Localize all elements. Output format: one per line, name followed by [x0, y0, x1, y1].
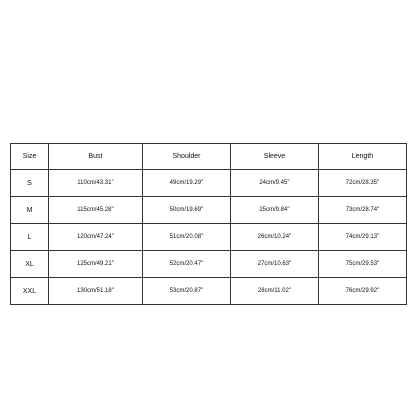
shoulder-cell: 50cm/19.69'' — [143, 197, 231, 224]
size-cell: XXL — [11, 278, 49, 305]
table-row — [11, 197, 407, 224]
header-bust: Bust — [49, 144, 143, 170]
size-cell: M — [11, 197, 49, 224]
sleeve-cell: 24cm/9.45'' — [231, 170, 319, 197]
length-cell: 76cm/29.92'' — [319, 278, 407, 305]
length-cell: 72cm/28.35'' — [319, 170, 407, 197]
bust-cell: 125cm/49.21'' — [49, 251, 143, 278]
length-cell: 75cm/29.53'' — [319, 251, 407, 278]
bust-cell: 120cm/47.24'' — [49, 224, 143, 251]
size-chart-body — [11, 170, 407, 305]
shoulder-cell: 52cm/20.47'' — [143, 251, 231, 278]
size-cell: L — [11, 224, 49, 251]
shoulder-cell: 53cm/20.87'' — [143, 278, 231, 305]
size-cell: XL — [11, 251, 49, 278]
header-shoulder: Shoulder — [143, 144, 231, 170]
bust-cell: 115cm/45.28'' — [49, 197, 143, 224]
table-row — [11, 224, 407, 251]
table-row — [11, 170, 407, 197]
bust-cell: 130cm/51.18'' — [49, 278, 143, 305]
header-size: Size — [11, 144, 49, 170]
header-row — [11, 144, 407, 170]
length-cell: 74cm/29.13'' — [319, 224, 407, 251]
size-chart-table — [10, 143, 407, 305]
shoulder-cell: 51cm/20.08'' — [143, 224, 231, 251]
sleeve-cell: 28cm/11.02'' — [231, 278, 319, 305]
size-chart-header — [11, 144, 407, 170]
sleeve-cell: 27cm/10.63'' — [231, 251, 319, 278]
size-cell: S — [11, 170, 49, 197]
header-length: Length — [319, 144, 407, 170]
shoulder-cell: 49cm/19.29'' — [143, 170, 231, 197]
sleeve-cell: 26cm/10.24'' — [231, 224, 319, 251]
table-row — [11, 278, 407, 305]
bust-cell: 110cm/43.31'' — [49, 170, 143, 197]
table-row — [11, 251, 407, 278]
header-sleeve: Sleeve — [231, 144, 319, 170]
sleeve-cell: 25cm/9.84'' — [231, 197, 319, 224]
length-cell: 73cm/28.74'' — [319, 197, 407, 224]
